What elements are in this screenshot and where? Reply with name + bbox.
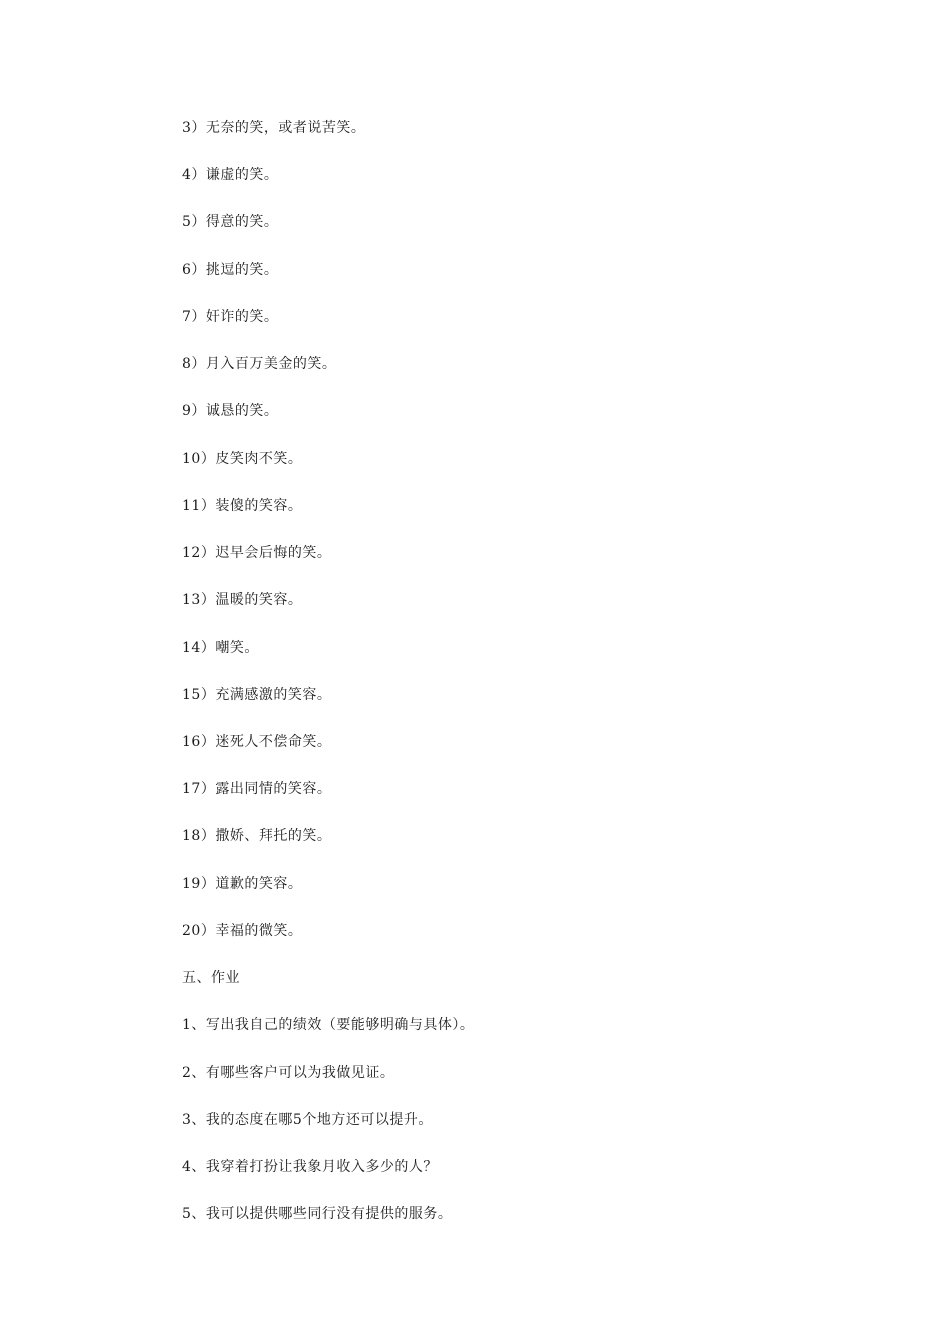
list-item: 18）撒娇、拜托的笑。 [182, 828, 332, 844]
section-heading: 五、作业 [182, 970, 240, 986]
list-item: 3）无奈的笑，或者说苦笑。 [182, 120, 366, 136]
list-item: 14）嘲笑。 [182, 640, 259, 656]
list-item: 15）充满感激的笑容。 [182, 687, 332, 703]
list-item: 4）谦虚的笑。 [182, 167, 279, 183]
list-item: 7）奸诈的笑。 [182, 309, 279, 325]
list-item: 10）皮笑肉不笑。 [182, 451, 303, 467]
list-item: 19）道歉的笑容。 [182, 876, 303, 892]
list-item: 4、我穿着打扮让我象月收入多少的人？ [182, 1159, 438, 1175]
list-item: 20）幸福的微笑。 [182, 923, 303, 939]
list-item: 1、写出我自己的绩效（要能够明确与具体）。 [182, 1017, 475, 1033]
list-item: 17）露出同情的笑容。 [182, 781, 332, 797]
list-item: 3、我的态度在哪5个地方还可以提升。 [182, 1112, 433, 1128]
list-item: 11）装傻的笑容。 [182, 498, 303, 514]
list-item: 6）挑逗的笑。 [182, 262, 279, 278]
list-item: 12）迟早会后悔的笑。 [182, 545, 332, 561]
list-item: 16）迷死人不偿命笑。 [182, 734, 332, 750]
list-item: 2、有哪些客户可以为我做见证。 [182, 1065, 395, 1081]
list-item: 5）得意的笑。 [182, 214, 279, 230]
list-item: 8）月入百万美金的笑。 [182, 356, 337, 372]
list-item: 13）温暖的笑容。 [182, 592, 303, 608]
list-item: 9）诚恳的笑。 [182, 403, 279, 419]
list-item: 5、我可以提供哪些同行没有提供的服务。 [182, 1206, 453, 1222]
